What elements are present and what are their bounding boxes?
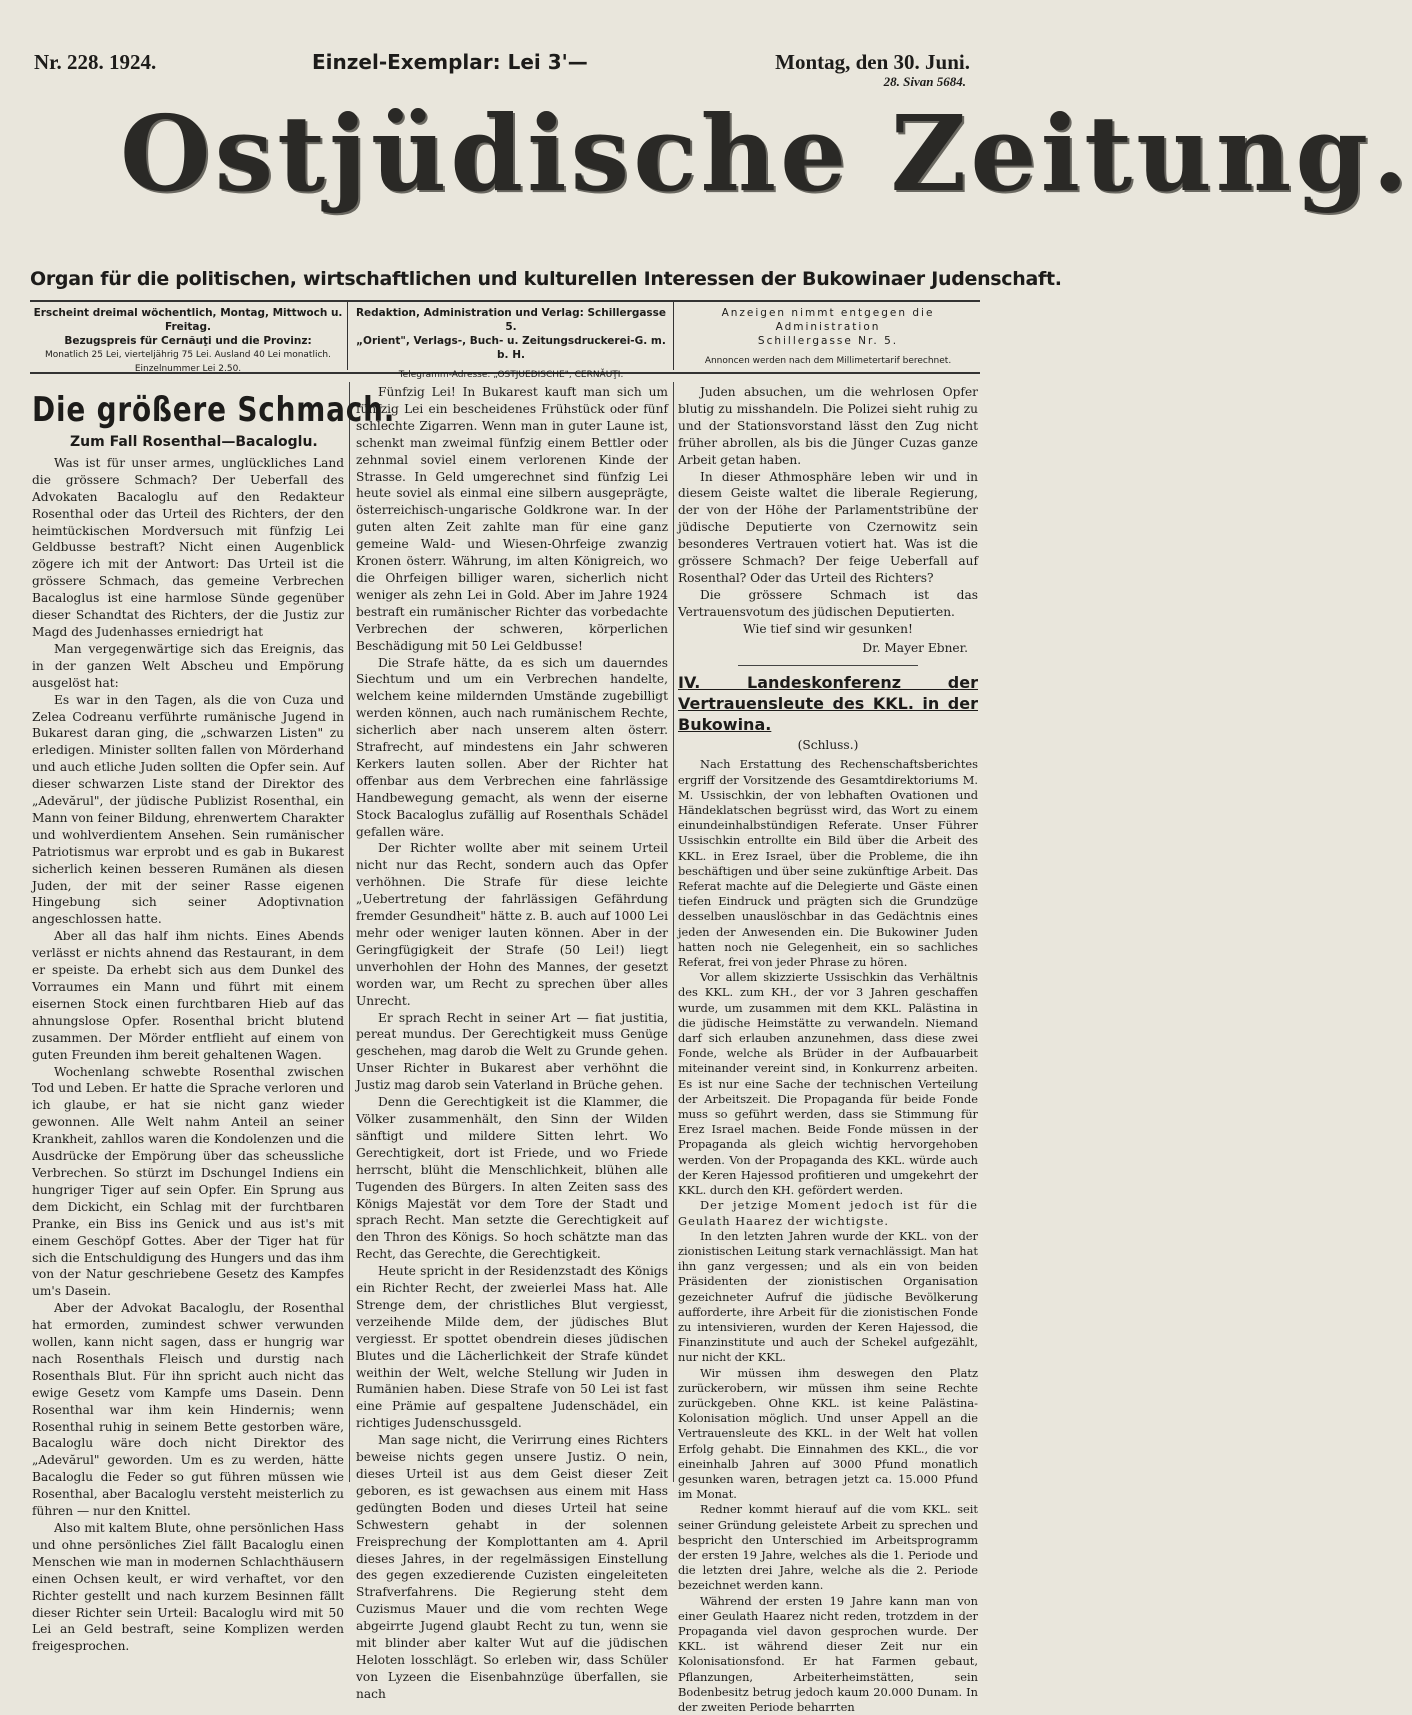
publisher-name: „Orient", Verlags-, Buch- u. Zeitungsdruckerei-G. m. b. H. — [356, 335, 666, 361]
single-issue-price: Einzelnummer Lei 2.50. — [134, 364, 242, 374]
paragraph: Wochenlang schwebte Rosenthal zwischen Tod und Leben. Er hatte die Sprache verloren und ich glaube, er hat sie nicht ganz wieder gewonnen. Alle Welt nahm Anteil an seiner Krankheit, zahllos waren die Kondolenzen und die Ausdrücke der Empörung über das scheussliche Verbrechen. So stürzt im Dschungel Indiens ein hungriger Tiger auf sein Opfer. Ein Sprung aus dem Dickicht, ein Schlag mit der furchtbaren Pranke, ein Biss ins Genick und aus ist's mit einem Geschöpf Gottes. Aber der Tiger hat für sich die Entschuldigung des Hungers und das ihm von der Natur geschriebene Gesetz des Kampfes um's Dasein. — [32, 1064, 344, 1299]
price-heading: Bezugspreis für Cernăuţi und die Provinz: — [64, 335, 312, 347]
paragraph: Er sprach Recht in seiner Art — fiat justitia, pereat mundus. Der Gerechtigkeit muss Genüge geschehen, mag darob die Welt zu Grunde gehen. Unser Richter in Bukarest aber verhöhnt die Justiz mag darob sein Vaterland in Brüche gehen. — [356, 1010, 668, 1093]
advertising-notice: Anzeigen nimmt entgegen die Administration — [721, 307, 935, 333]
info-separator-1 — [347, 302, 348, 370]
paragraph: Heute spricht in der Residenzstadt des Königs ein Richter Recht, der zweierlei Mass hat. Alle Strenge dem, der christliches Blut vergiesst, verzeihende Milde dem, der jüdisches Blut vergiesst. Er spottet obendrein dieses jüdischen Blutes und die Lächerlichkeit der Strafe kündet weithin der Welt, welche Stellung wir Juden in Rumänien haben. Diese Strafe von 50 Lei ist fast eine Prämie auf gespaltene Judenschädel, ein richtiges Judenschussgeld. — [356, 1264, 668, 1431]
paragraph: Denn die Gerechtigkeit ist die Klammer, die Völker zusammenhält, den Sinn der Wilden sänftigt und mildere Sitten lehrt. Wo Gerechtigkeit, dort ist Friede, und wo Friede herrscht, blüht die Menschlichkeit, blühen alle Tugenden des Bürgers. In alten Zeiten sass des Königs Majestät vor dem Tore der Stadt und sprach Recht. Man setzte die Gerechtigkeit auf den Thron des Königs. So hoch schätzte man das Recht, das Gerechte, die Gerechtigkeit. — [356, 1095, 668, 1262]
article2-note: (Schluss.) — [797, 737, 859, 752]
publication-date: Montag, den 30. Juni. — [775, 50, 970, 74]
publication-schedule: Erscheint dreimal wöchentlich, Montag, Mittwoch u. Freitag. — [33, 307, 343, 333]
paragraph: Man vergegenwärtige sich das Ereignis, das in der ganzen Welt Abscheu und Empörung ausgelöst hat: — [32, 641, 344, 690]
column-2 — [356, 384, 668, 1703]
paragraph: Wir müssen ihm deswegen den Platz zurückerobern, wir müssen ihm seine Rechte zurückgeben. Ohne KKL. ist keine Palästina-Kolonisation möglich. Und unser Appell an die Vertrauensleute des KKL. in der Welt hat vollen Erfolg gehabt. Die Einnahmen des KKL., die vor eineinhalb Jahren auf 3000 Pfund monatlich gesunken waren, betragen jetzt ca. 15.000 Pfund im Monat. — [678, 1365, 978, 1502]
advertising-info — [678, 306, 978, 368]
single-copy-price: Einzel-Exemplar: Lei 3'— — [312, 50, 588, 74]
article2-body — [678, 757, 978, 1715]
paragraph: Nach Erstattung des Rechenschaftsberichtes ergriff der Vorsitzende des Gesamtdirektoriums M. M. Ussischkin, der von lebhaften Ovationen und Händeklatschen begrüsst wird, das Wort zu einem einundeinhalbstündigen Referate. Unser Führer Ussischkin entrollte ein Bild über die Arbeit des KKL. in Erez Israel, über die Probleme, die ihn beschäftigen und über seine zukünftige Arbeit. Das Referat machte auf die Delegierte und Gäste einen tiefen Eindruck und prägten sich die Grundzüge desselben unauslöschbar in das Gedächtnis eines jeden der Anwesenden ein. Die Bukowiner Juden hatten noch nie Gelegenheit, ein so sachliches Referat, frei von jeder Phrase zu hören. — [678, 757, 978, 970]
paragraph: Der jetzige Moment jedoch ist für die Geulath Haarez der wichtigste. — [678, 1198, 978, 1228]
column-separator-2 — [673, 382, 674, 1482]
paragraph: Also mit kaltem Blute, ohne persönlichen Hass und ohne persönliches Ziel fällt Bacaloglu einen Menschen wie man in modernen Schlachthäusern einen Ochsen keult, er wird verhaftet, vor den Richter gestellt und nach kurzem Besinnen fällt dieser Richter sein Urteil: Bacaloglu wird mit 50 Lei an Geld bestraft, seine Komplizen werden freigesprochen. — [32, 1521, 344, 1654]
masthead-top-line — [34, 50, 970, 80]
editorial-address: Redaktion, Administration und Verlag: Schillergasse 5. — [355, 307, 667, 333]
issue-number: Nr. 228. 1924. — [34, 50, 157, 74]
paragraph: Die grössere Schmach ist das Vertrauensvotum des jüdischen Deputierten. — [678, 587, 978, 619]
column-1 — [32, 384, 396, 1655]
advertising-address: Schillergasse Nr. 5. — [757, 335, 899, 347]
paragraph: Der Richter wollte aber mit seinem Urteil nicht nur das Recht, sondern auch das Opfer verhöhnen. Die Strafe für diese leichte „Uebertretung der fahrlässigen Gefährdung fremder Gesundheit" hätte z. B. auch auf 1000 Lei mehr oder weniger lauten können. Aber in der Geringfügigkeit der Strafe (50 Lei!) liegt unverhohlen der Hohn des Mannes, der gesetzt worden war, um Recht zu sprechen über alles Unrecht. — [356, 841, 668, 1008]
paragraph: In den letzten Jahren wurde der KKL. von der zionistischen Leitung stark vernachlässigt. Man hat ihn ganz vergessen; und als ein von beiden Präsidenten der zionistischen Organisation gezeichneter Aufruf die jüdische Bevölkerung aufforderte, ihre Arbeit für die zionistischen Fonde zu intensivieren, wurden der Keren Hajessod, die Finanzinstitute und auch der Schekel aufgezählt, nur nicht der KKL. — [678, 1228, 978, 1365]
paragraph: Redner kommt hierauf auf die vom KKL. seit seiner Gründung geleistete Arbeit zu sprechen und bespricht den Unterschied im Arbeitsprogramm der ersten 19 Jahre, welches als die 1. Periode und die letzten drei Jahre, welche als die 2. Periode bezeichnet werden kann. — [678, 1502, 978, 1593]
newspaper-subtitle: Organ für die politischen, wirtschaftlichen und kulturellen Interessen der Bukowinaer Judenschaft. — [30, 268, 1062, 290]
editorial-address-info — [352, 306, 670, 380]
paragraph: Wie tief sind wir gesunken! — [743, 621, 913, 636]
hebrew-date: 28. Sivan 5684. — [883, 74, 966, 89]
section-divider — [738, 665, 918, 666]
paragraph: In dieser Athmosphäre leben wir und in diesem Geiste waltet die liberale Regierung, der von der Höhe der Parlamentstribüne der jüdische Deputierte von Czernowitz sein besonderes Vertrauen votiert hat. Was ist die grössere Schmach? Der feige Ueberfall auf Rosenthal? Oder das Urteil des Richters? — [678, 469, 978, 585]
info-separator-2 — [673, 302, 674, 370]
advertising-rates: Annoncen werden nach dem Millimetertarif berechnet. — [704, 356, 952, 366]
telegram-address: Telegramm-Adresse: „OSTJUEDISCHE", CERNĂUŢI. — [398, 370, 624, 380]
paragraph: Was ist für unser armes, unglückliches Land die grössere Schmach? Der Ueberfall des Advokaten Bacaloglu auf den Redakteur Rosenthal oder das Urteil des Richters, der den heimtückischen Mordversuch mit fünfzig Lei Geldbusse bestraft? Nicht einen Augenblick zögere ich mit der Antwort: Das Urteil ist die grössere Schmach, das gemeine Verbrechen Bacaloglus ist eine harmlose Sünde gegenüber dieser Schandtat des Richters, der die Justiz zur Magd des Judenhasses erniedrigt hat — [32, 455, 344, 639]
subscription-info — [32, 306, 344, 374]
article-headline: Die größere Schmach. — [32, 390, 396, 430]
price-rates: Monatlich 25 Lei, vierteljährig 75 Lei. Ausland 40 Lei monatlich. — [45, 350, 331, 360]
paragraph: Juden absuchen, um die wehrlosen Opfer blutig zu misshandeln. Die Polizei sieht ruhig zu und der Stationsvorstand lässt den Zug nicht früher abrollen, als bis die Jünger Cuzas ganze Arbeit getan haben. — [678, 385, 978, 467]
paragraph: Aber der Advokat Bacaloglu, der Rosenthal hat ermorden, zumindest schwer verwunden wollen, kann nicht sagen, dass er hungrig war nach Rosenthals Fleisch und durstig nach Rosenthals Blut. Für ihn spricht auch nicht das ewige Gesetz vom Kampfe ums Dasein. Denn Rosenthal war ihm kein Hindernis; wenn Rosenthal ruhig in seinem Bette gestorben wäre, Bacaloglu wäre doch nicht Direktor des „Adevărul" geworden. Um es zu werden, hätte Bacaloglu die Feder so gut führen müssen wie Rosenthal, aber Bacaloglu versteht meisterlich zu führen — nur den Knittel. — [32, 1301, 344, 1519]
article-kicker: Zum Fall Rosenthal—Bacaloglu. — [70, 434, 318, 450]
paragraph: Während der ersten 19 Jahre kann man von einer Geulath Haarez nicht reden, trotzdem in der Propaganda viel davon gesprochen wurde. Der KKL. ist während dieser Zeit nur ein Kolonisationsfond. Er hat Farmen gebaut, Pflanzungen, Arbeiterheimstätten, sein Bodenbesitz betrug jedoch kaum 20.000 Dunam. In der zweiten Periode beharrten — [678, 1593, 978, 1714]
author-signature: Dr. Mayer Ebner. — [862, 640, 968, 655]
column-3 — [678, 384, 978, 1715]
paragraph: Die Strafe hätte, da es sich um dauerndes Siechtum und um ein Verbrechen handelte, welchem keine mildernden Umstände zugebilligt werden können, auch nach rumänischem Rechte, sicherlich aber nach unserem alten österr. Strafrecht, auf mindestens ein Jahr schweren Kerkers lauten sollen. Aber der Richter hat offenbar aus dem Verbrechen eine fahrlässige Handbewegung gemacht, als wenn der eiserne Stock Bacaloglus zufällig auf Rosenthals Schädel gefallen wäre. — [356, 655, 668, 839]
paragraph: Man sage nicht, die Verirrung eines Richters beweise nichts gegen unsere Justiz. O nein, dieses Urteil ist aus dem Geist dieser Zeit geboren, es ist gewachsen aus einem mit Hass gedüngten Boden und dieses Urteil hat seine Schwestern gehabt in der solennen Freisprechung der Komplottanten am 4. April dieses Jahres, in der regelmässigen Einstellung des gegen exzedierende Cuzisten eingeleiteten Strafverfahrens. Die Regierung steht dem Cuzismus Mauer und die vom rechten Wege abgeirrte Jugend glaubt Recht zu tun, wenn sie mit blinder aber kalter Wut auf die jüdischen Heloten losschlägt. So erleben wir, dass Schüler von Lyzeen die Eisenbahnzüge überfallen, sie nach — [356, 1433, 668, 1701]
newspaper-title: Ostjüdische Zeitung. — [120, 92, 1412, 215]
paragraph: Fünfzig Lei! In Bukarest kauft man sich um fünfzig Lei ein bescheidenes Frühstück oder fünf schlechte Zigarren. Wenn man in guter Laune ist, schenkt man zweimal fünfzig einem Bettler oder zehnmal soviel einem verlorenen Kinde der Strasse. In Geld umgerechnet sind fünfzig Lei heute soviel als einmal eine silbern ausgeprägte, österreichisch-ungarische Goldkrone war. In der guten alten Zeit zahlte man für eine ganz gemeine Wald- und Wiesen-Ohrfeige zwanzig Kronen österr. Währung, im alten Königreich, wo die Ohrfeigen billiger waren, sicherlich nicht weniger als zehn Lei in Gold. Aber im Jahre 1924 bestraft ein rumänischer Richter das vorbedachte Verbrechen der schweren, körperlichen Beschädigung mit 50 Lei Geldbusse! — [356, 385, 668, 653]
column-separator-1 — [349, 382, 350, 1482]
article2-headline: IV. Landeskonferenz der Vertrauensleute des KKL. in der Bukowina. — [678, 672, 978, 734]
header-rule-top — [30, 300, 980, 302]
paragraph: Aber all das half ihm nichts. Eines Abends verlässt er nichts ahnend das Restaurant, in dem er speiste. Da erhebt sich aus dem Dunkel des Vorraumes ein Mann und führt mit einem eisernen Stock einen furchtbaren Hieb auf das ahnungslose Opfer. Rosenthal bricht blutend zusammen. Der Mörder entflieht auf einem von guten Freunden ihm bereit gehaltenen Wagen. — [32, 929, 344, 1062]
paragraph: Es war in den Tagen, als die von Cuza und Zelea Codreanu verführte rumänische Jugend in Bukarest daran ging, die „schwarzen Listen" zu erledigen. Minister sollten fallen von Mörderhand und auch etliche Juden sollten die Opfer sein. Auf dieser schwarzen Liste stand der Direktor des „Adevărul", der jüdische Publizist Rosenthal, ein Mann von feiner Bildung, ehrenwertem Charakter und wohlverdientem Ansehen. Sein rumänischer Patriotismus war erprobt und es gab in Bukarest sicherlich keinen besseren Rumänen als diesen Juden, der mit der seiner Rasse eigenen Hingebung sich seiner Adoptivnation angeschlossen hatte. — [32, 692, 344, 927]
paragraph: Vor allem skizzierte Ussischkin das Verhältnis des KKL. zum KH., der vor 3 Jahren geschaffen wurde, um zusammen mit dem KKL. Palästina in die jüdische Heimstätte zu verwandeln. Niemand darf sich erlauben anzunehmen, dass diese zwei Fonde, welche als Brüder in der Aufbauarbeit miteinander vereint sind, in Konkurrenz arbeiten. Es ist nur eine Sache der technischen Verteilung der Arbeitszeit. Die Propaganda für beide Fonde muss so geführt werden, dass sie Stimmung für Erez Israel machen. Beide Fonde müssen in der Propaganda als gleich wichtig hervorgehoben werden. Von der Propaganda des KKL. würde auch der Keren Hajessod profitieren und umgekehrt der KKL. durch den KH. gefördert werden. — [678, 970, 978, 1198]
